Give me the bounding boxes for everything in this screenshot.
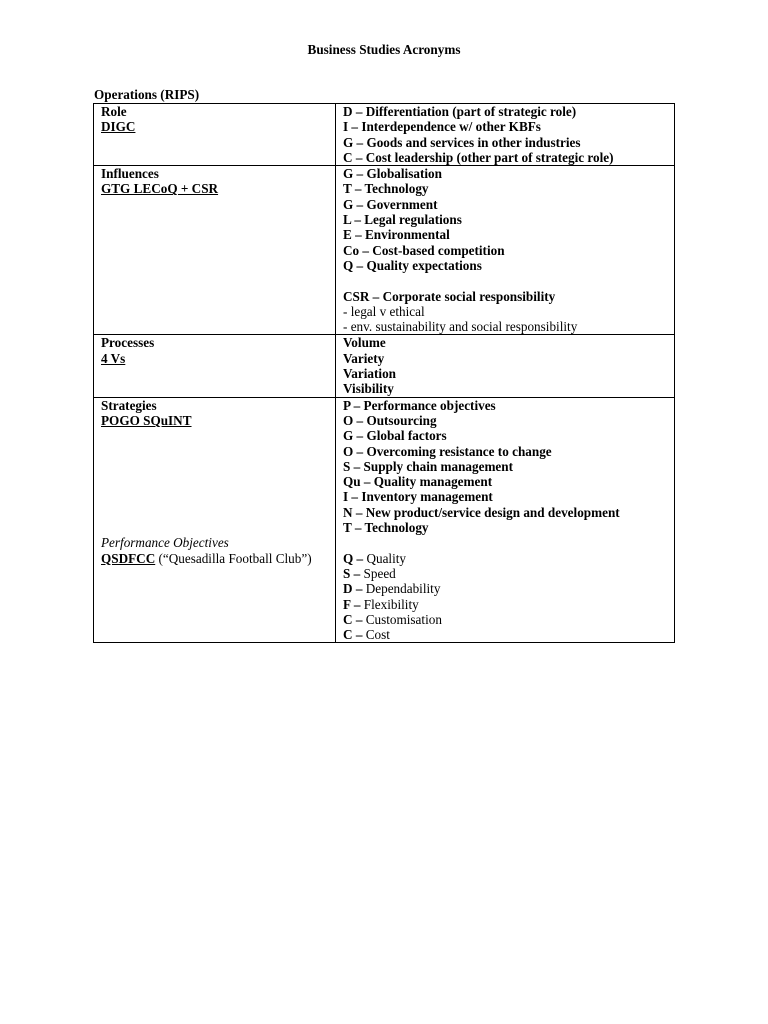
row-label-cell	[94, 397, 336, 643]
row-acronym: GTG LECoQ + CSR	[101, 181, 219, 197]
section-heading: Operations (RIPS)	[94, 87, 200, 102]
list-item: T – Technology	[343, 520, 429, 536]
table-row	[94, 166, 675, 335]
perf-acronym-block	[101, 551, 329, 566]
perf-item-text: Speed	[360, 565, 396, 581]
list-item: I – Inventory management	[343, 489, 493, 505]
perf-item-text: Customisation	[362, 611, 442, 627]
perf-item-text: Dependability	[362, 581, 441, 597]
perf-item	[343, 551, 668, 566]
list-item: O – Outsourcing	[343, 412, 437, 428]
row-items-cell	[336, 104, 675, 166]
row-items-cell	[336, 397, 675, 643]
list-item: Visibility	[343, 381, 394, 397]
list-item: Co – Cost-based competition	[343, 242, 505, 258]
list-item: Volume	[343, 335, 386, 351]
list-item: Variety	[343, 350, 385, 366]
list-item: L – Legal regulations	[343, 212, 462, 228]
row-label: Strategies	[101, 397, 157, 413]
list-item: P – Performance objectives	[343, 397, 496, 413]
perf-item	[343, 566, 668, 581]
table-row	[94, 104, 675, 166]
row-acronym: 4 Vs	[101, 350, 126, 366]
list-item: T – Technology	[343, 181, 429, 197]
csr-point: - env. sustainability and social responsibility	[343, 319, 578, 335]
perf-item-letter: C –	[343, 611, 363, 627]
perf-item-text: Flexibility	[360, 596, 419, 612]
spacer	[343, 535, 668, 550]
row-label: Role	[101, 104, 127, 119]
perf-item-letter: F –	[343, 596, 361, 612]
perf-note: (“Quesadilla Football Club”)	[155, 550, 312, 566]
table-row	[94, 397, 675, 643]
row-items-cell	[336, 166, 675, 335]
perf-item-letter: D –	[343, 581, 363, 597]
csr-heading: CSR – Corporate social responsibility	[343, 288, 556, 304]
spacer	[101, 428, 329, 535]
perf-item	[343, 612, 668, 627]
row-label: Processes	[101, 335, 155, 351]
row-acronym: DIGC	[101, 119, 136, 135]
row-items-cell	[336, 335, 675, 397]
perf-item-text: Quality	[363, 550, 407, 566]
perf-item	[343, 581, 668, 596]
list-item: Qu – Quality management	[343, 474, 493, 490]
row-label-cell	[94, 166, 336, 335]
table-row	[94, 335, 675, 397]
row-label-cell	[94, 335, 336, 397]
perf-objectives-label: Performance Objectives	[101, 535, 229, 551]
list-item: G – Global factors	[343, 428, 447, 444]
perf-item	[343, 597, 668, 612]
list-item: Variation	[343, 366, 396, 382]
list-item: O – Overcoming resistance to change	[343, 443, 552, 459]
acronyms-table	[93, 103, 675, 643]
perf-item-letter: Q –	[343, 550, 364, 566]
document-title: Business Studies Acronyms	[307, 42, 461, 57]
perf-item	[343, 627, 668, 642]
perf-item-text: Cost	[362, 627, 390, 643]
list-item: G – Globalisation	[343, 166, 442, 182]
list-item: G – Goods and services in other industries	[343, 134, 581, 150]
perf-item-letter: C –	[343, 627, 363, 643]
spacer	[343, 273, 668, 288]
perf-acronym: QSDFCC	[101, 550, 156, 566]
list-item: I – Interdependence w/ other KBFs	[343, 119, 541, 135]
list-item: E – Environmental	[343, 227, 450, 243]
list-item: Q – Quality expectations	[343, 257, 482, 273]
list-item: G – Government	[343, 196, 438, 212]
row-label: Influences	[101, 166, 159, 182]
list-item: C – Cost leadership (other part of strategic role)	[343, 149, 614, 165]
list-item: D – Differentiation (part of strategic role)	[343, 104, 577, 119]
row-acronym: POGO SQuINT	[101, 412, 192, 428]
list-item: S – Supply chain management	[343, 458, 514, 474]
perf-item-letter: S –	[343, 565, 361, 581]
list-item: N – New product/service design and development	[343, 504, 620, 520]
row-label-cell	[94, 104, 336, 166]
csr-point: - legal v ethical	[343, 303, 425, 319]
